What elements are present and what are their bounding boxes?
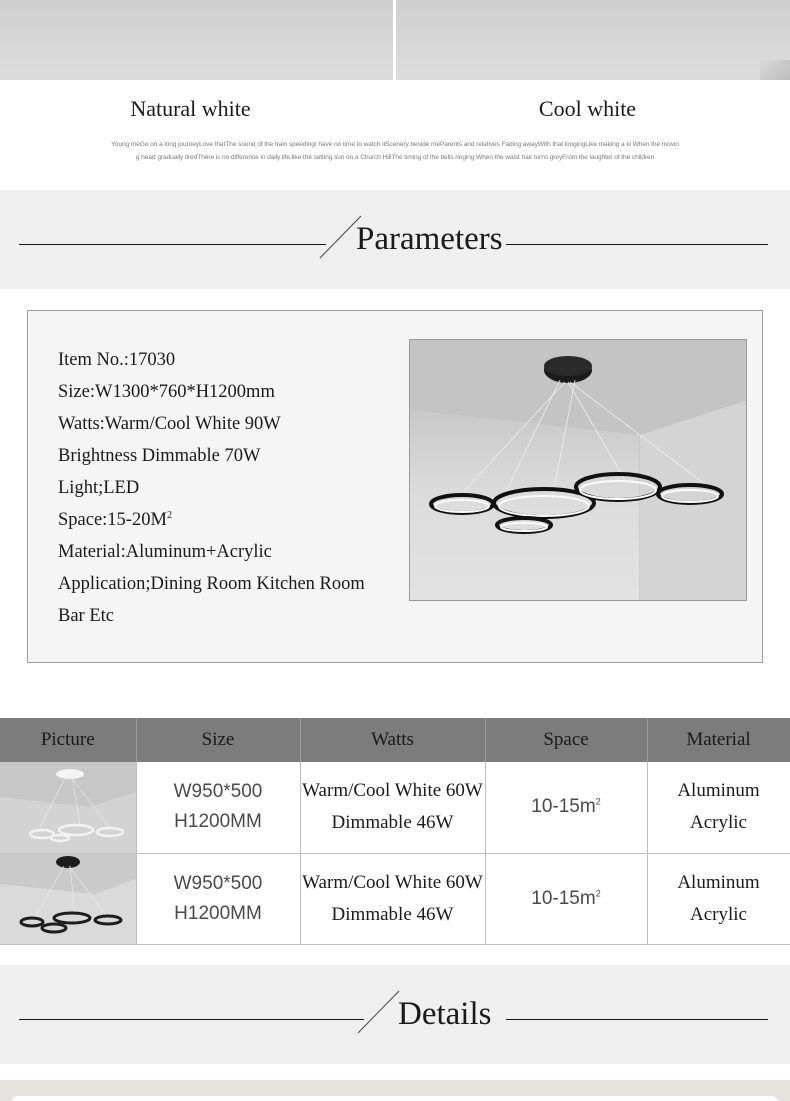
column-header-watts: Watts bbox=[300, 718, 485, 762]
picture-cell bbox=[0, 853, 136, 944]
space-cell bbox=[485, 853, 647, 944]
watts-line-2: Dimmable 46W bbox=[331, 903, 454, 925]
space-value: 10-15m bbox=[531, 796, 596, 818]
param-light: Light;LED bbox=[58, 478, 140, 498]
details-title: Details bbox=[398, 996, 492, 1032]
param-application-line2: Bar Etc bbox=[58, 606, 114, 626]
details-section-header bbox=[0, 965, 790, 1064]
table-row bbox=[0, 853, 790, 944]
table-header-row bbox=[0, 718, 790, 762]
watts-cell bbox=[300, 762, 485, 853]
param-space bbox=[58, 504, 365, 536]
material-cell bbox=[647, 762, 790, 853]
size-cell bbox=[136, 762, 300, 853]
space-superscript: 2 bbox=[595, 796, 601, 807]
watts-line-1: Warm/Cool White 60W bbox=[302, 780, 483, 802]
material-line-2: Acrylic bbox=[690, 903, 747, 925]
ring-chandelier-illustration bbox=[410, 340, 747, 601]
cool-white-label: Cool white bbox=[538, 96, 637, 121]
natural-white-photo bbox=[0, 0, 393, 80]
natural-white-label: Natural white bbox=[130, 96, 251, 121]
material-line-1: Aluminum bbox=[677, 871, 760, 893]
header-rule-right bbox=[506, 244, 768, 245]
parameters-section-header bbox=[0, 190, 790, 289]
picture-cell bbox=[0, 762, 136, 853]
parameters-title: Parameters bbox=[356, 221, 503, 257]
table-row bbox=[0, 762, 790, 853]
watts-line-1: Warm/Cool White 60W bbox=[302, 871, 483, 893]
param-size: Size:W1300*760*H1200mm bbox=[58, 382, 275, 402]
param-space-text: Space:15-20M bbox=[58, 510, 167, 530]
column-header-size: Size bbox=[136, 718, 300, 762]
size-line-1: W950*500 bbox=[173, 781, 263, 803]
material-cell bbox=[647, 853, 790, 944]
column-header-space: Space bbox=[485, 718, 647, 762]
param-item-no: Item No.:17030 bbox=[58, 350, 176, 370]
space-value: 10-15m bbox=[531, 887, 596, 909]
space-superscript: 2 bbox=[595, 888, 601, 899]
spec-table bbox=[0, 718, 790, 945]
param-application-line1: Application;Dining Room Kitchen Room bbox=[58, 574, 365, 594]
space-cell bbox=[485, 762, 647, 853]
param-material: Material:Aluminum+Acrylic bbox=[58, 542, 272, 562]
size-line-2: H1200MM bbox=[174, 811, 262, 833]
size-line-2: H1200MM bbox=[174, 902, 262, 924]
header-rule-right bbox=[506, 1019, 768, 1020]
column-header-picture: Picture bbox=[0, 718, 136, 762]
white-chandelier-thumbnail bbox=[0, 762, 136, 852]
param-space-superscript: 2 bbox=[166, 509, 172, 521]
size-line-1: W950*500 bbox=[173, 872, 263, 894]
poem-line-1: Young meGo on a long journeyLove thatThe sound of the train speedingI have no time to watch itScenery beside meParents and relatives Fading awayWith that longingLike making a ki When the movin bbox=[111, 141, 679, 148]
material-line-2: Acrylic bbox=[690, 812, 747, 834]
watts-line-2: Dimmable 46W bbox=[331, 812, 454, 834]
header-rule-left bbox=[19, 244, 326, 245]
black-chandelier-thumbnail bbox=[0, 854, 136, 944]
param-watts: Watts:Warm/Cool White 90W bbox=[58, 414, 281, 434]
details-image-card bbox=[12, 1096, 778, 1101]
decorative-poem-text bbox=[60, 138, 730, 164]
param-brightness: Brightness Dimmable 70W bbox=[58, 446, 261, 466]
product-photo bbox=[409, 339, 747, 601]
header-slash-icon bbox=[356, 989, 402, 1035]
watts-cell bbox=[300, 853, 485, 944]
cool-white-photo bbox=[396, 0, 790, 80]
material-line-1: Aluminum bbox=[677, 780, 760, 802]
size-cell bbox=[136, 853, 300, 944]
column-header-material: Material bbox=[647, 718, 790, 762]
poem-line-2: g heart gradually tiredThere is no difference in daily life,like the setting sun on a Church HillThe timing of the bells ringing When the waist hair turns greyFrom the laughter of the children bbox=[135, 154, 655, 161]
header-rule-left bbox=[19, 1019, 364, 1020]
parameters-list bbox=[58, 344, 365, 632]
